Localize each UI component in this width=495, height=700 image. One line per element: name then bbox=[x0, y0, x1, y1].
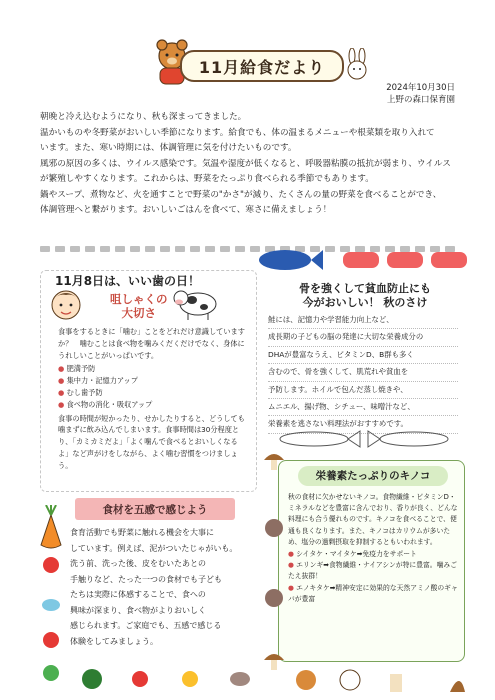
chewing-benefits-list bbox=[58, 363, 248, 410]
salmon-line: ムニエル、揚げ物、シチュー、味噌汁など、 bbox=[268, 399, 458, 416]
rabbit-illustration bbox=[342, 48, 372, 82]
intro-line: います。また、寒い時期には、体調管理に気を付けたいものです。 bbox=[40, 143, 297, 153]
five-senses-line: 興味が深まり、食べ物がよりおいしく bbox=[70, 605, 206, 615]
mushroom-text bbox=[288, 492, 458, 606]
five-senses-line: 手触りなど、たった一つの食材でも子ども bbox=[70, 574, 222, 584]
chewing-heading-line: 咀しゃくの bbox=[110, 292, 168, 306]
intro-line: 鍋やスープ、煮物など、火を通すことで野菜の"かさ"が減り、たくさんの量の野菜を食べることができ、 bbox=[40, 189, 442, 200]
list-item: ● シイタケ・マイタケ➡免疫力をサポート bbox=[288, 549, 458, 560]
five-senses-line: 体験をしてみましょう。 bbox=[70, 636, 158, 646]
five-senses-line: 洗う前、洗った後、皮をむいたあとの bbox=[70, 559, 206, 568]
intro-line: 体調管理へと繋がります。おいしいごはんを食べて、寒さに備えましょう！ bbox=[40, 205, 332, 215]
intro-line: 風邪の原因の多くは、ウイルス感染です。気温や湿度が低くなると、呼吸器粘膜の抵抗が弱まり、ウイルス bbox=[40, 158, 451, 169]
issue-date-block bbox=[386, 82, 455, 106]
child-illustration bbox=[46, 285, 86, 325]
five-senses-line: しています。例えば、泥がついたじゃがいも。 bbox=[70, 543, 238, 553]
list-item: ● エリンギ➡食物繊維・ナイアシンが特に豊富。噛みごたえ抜群！ bbox=[288, 560, 458, 582]
fruit-vegetable-border bbox=[36, 555, 66, 685]
animal-mushroom-row bbox=[290, 662, 470, 696]
intro-line: 朝晩と冷え込むようになり、秋も深まってきました。 bbox=[40, 112, 247, 122]
salmon-line: 成長期の子どもの脳の発達に大切な栄養成分の bbox=[268, 329, 458, 346]
mushroom-list bbox=[288, 549, 458, 605]
fish-illustrations bbox=[255, 244, 470, 280]
vegetable-row-bottom bbox=[80, 665, 260, 693]
salmon-heading-line: 今がおいしい！ 秋のさけ bbox=[302, 296, 428, 309]
carrot-illustration bbox=[36, 505, 66, 550]
chewing-text bbox=[58, 326, 248, 472]
salmon-line: 含むので、骨を強くして、肌荒れや貧血を bbox=[268, 364, 458, 381]
salmon-heading bbox=[290, 282, 440, 310]
chewing-heading bbox=[110, 292, 168, 320]
salmon-line: 予防します。ホイルで包んだ蒸し焼きや、 bbox=[268, 382, 458, 399]
teeth-day-heading: 11月8日は、いい歯の日！ bbox=[55, 274, 201, 288]
chewing-para: 食事をするときに「噛む」ことをどれだけ意識していますか？ 噛むことは食べ物を噛みくだくだけでなく、身体にうれしいことがいっぱいです。 bbox=[58, 327, 245, 360]
five-senses-heading: 食材を五感で感じよう bbox=[75, 498, 235, 520]
five-senses-text bbox=[70, 525, 250, 649]
mushroom-para: 秋の食材に欠かせないキノコ。食物繊維・ビタミンD・ミネラルなどを豊富に含んでおり、香りが良く、どんな料理にも合う優れものです。キノコを食べることで、便通も良くなります。また、キノコはカリウムが多いため、塩分の過剰摂取を抑制するともいわれます。 bbox=[288, 493, 458, 546]
intro-line: が繁殖しやすくなります。これからは、野菜をたっぷり食べられる季節でもあります。 bbox=[40, 174, 374, 184]
mushroom-heading: 栄養素たっぷりのキノコ bbox=[298, 466, 448, 486]
mushroom-illustrations bbox=[262, 448, 286, 678]
cow-illustration bbox=[172, 282, 220, 322]
list-item: ● 集中力・記憶力アップ bbox=[58, 375, 248, 387]
organization-name: 上野の森口保育園 bbox=[386, 95, 455, 105]
salmon-line: DHAが豊富なうえ、ビタミンD、B群も多く bbox=[268, 347, 458, 364]
intro-text bbox=[40, 110, 460, 219]
chewing-heading-line: 大切さ bbox=[121, 306, 156, 320]
newsletter-title: 11月給食だより bbox=[180, 50, 344, 82]
chewing-para: 食事の時間が短かったり、せかしたりすると、どうしても噛まずに飲み込んでしまいます。食事時間は30分程度とり、「カミカミだよ」「よく噛んで食べるとおいしくなるよ」など声がけをしながら、よく噛む習慣をつけましょう。 bbox=[58, 413, 245, 470]
list-item: ● 肥満予防 bbox=[58, 363, 248, 375]
list-item: ● エノキタケ➡精神安定に効果的な天然アミノ酸のギャバが豊富 bbox=[288, 583, 458, 605]
list-item: ● 食べ物の消化・吸収アップ bbox=[58, 399, 248, 411]
salmon-line: 鮭には、記憶力や学習能力向上など、 bbox=[268, 312, 458, 329]
five-senses-line: 食育活動でも野菜に触れる機会を大事に bbox=[70, 528, 214, 537]
salmon-heading-line: 骨を強くして貧血防止にも bbox=[299, 282, 431, 295]
salmon-outline-illustration bbox=[274, 428, 464, 450]
five-senses-line: 感じられます。ご家庭でも、五感で感じる bbox=[70, 621, 222, 630]
five-senses-line: たちは実際に体感することで、食への bbox=[70, 590, 206, 599]
intro-line: 温かいものや冬野菜がおいしい季節になります。給食でも、体の温まるメニューや根菜類を取り入れて bbox=[40, 127, 435, 138]
issue-date: 2024年10月30日 bbox=[386, 83, 455, 93]
salmon-text bbox=[268, 312, 458, 434]
list-item: ● むし歯予防 bbox=[58, 387, 248, 399]
salmon-line: 栄養素を逃さない料理法がおすすめです。 bbox=[268, 416, 458, 433]
